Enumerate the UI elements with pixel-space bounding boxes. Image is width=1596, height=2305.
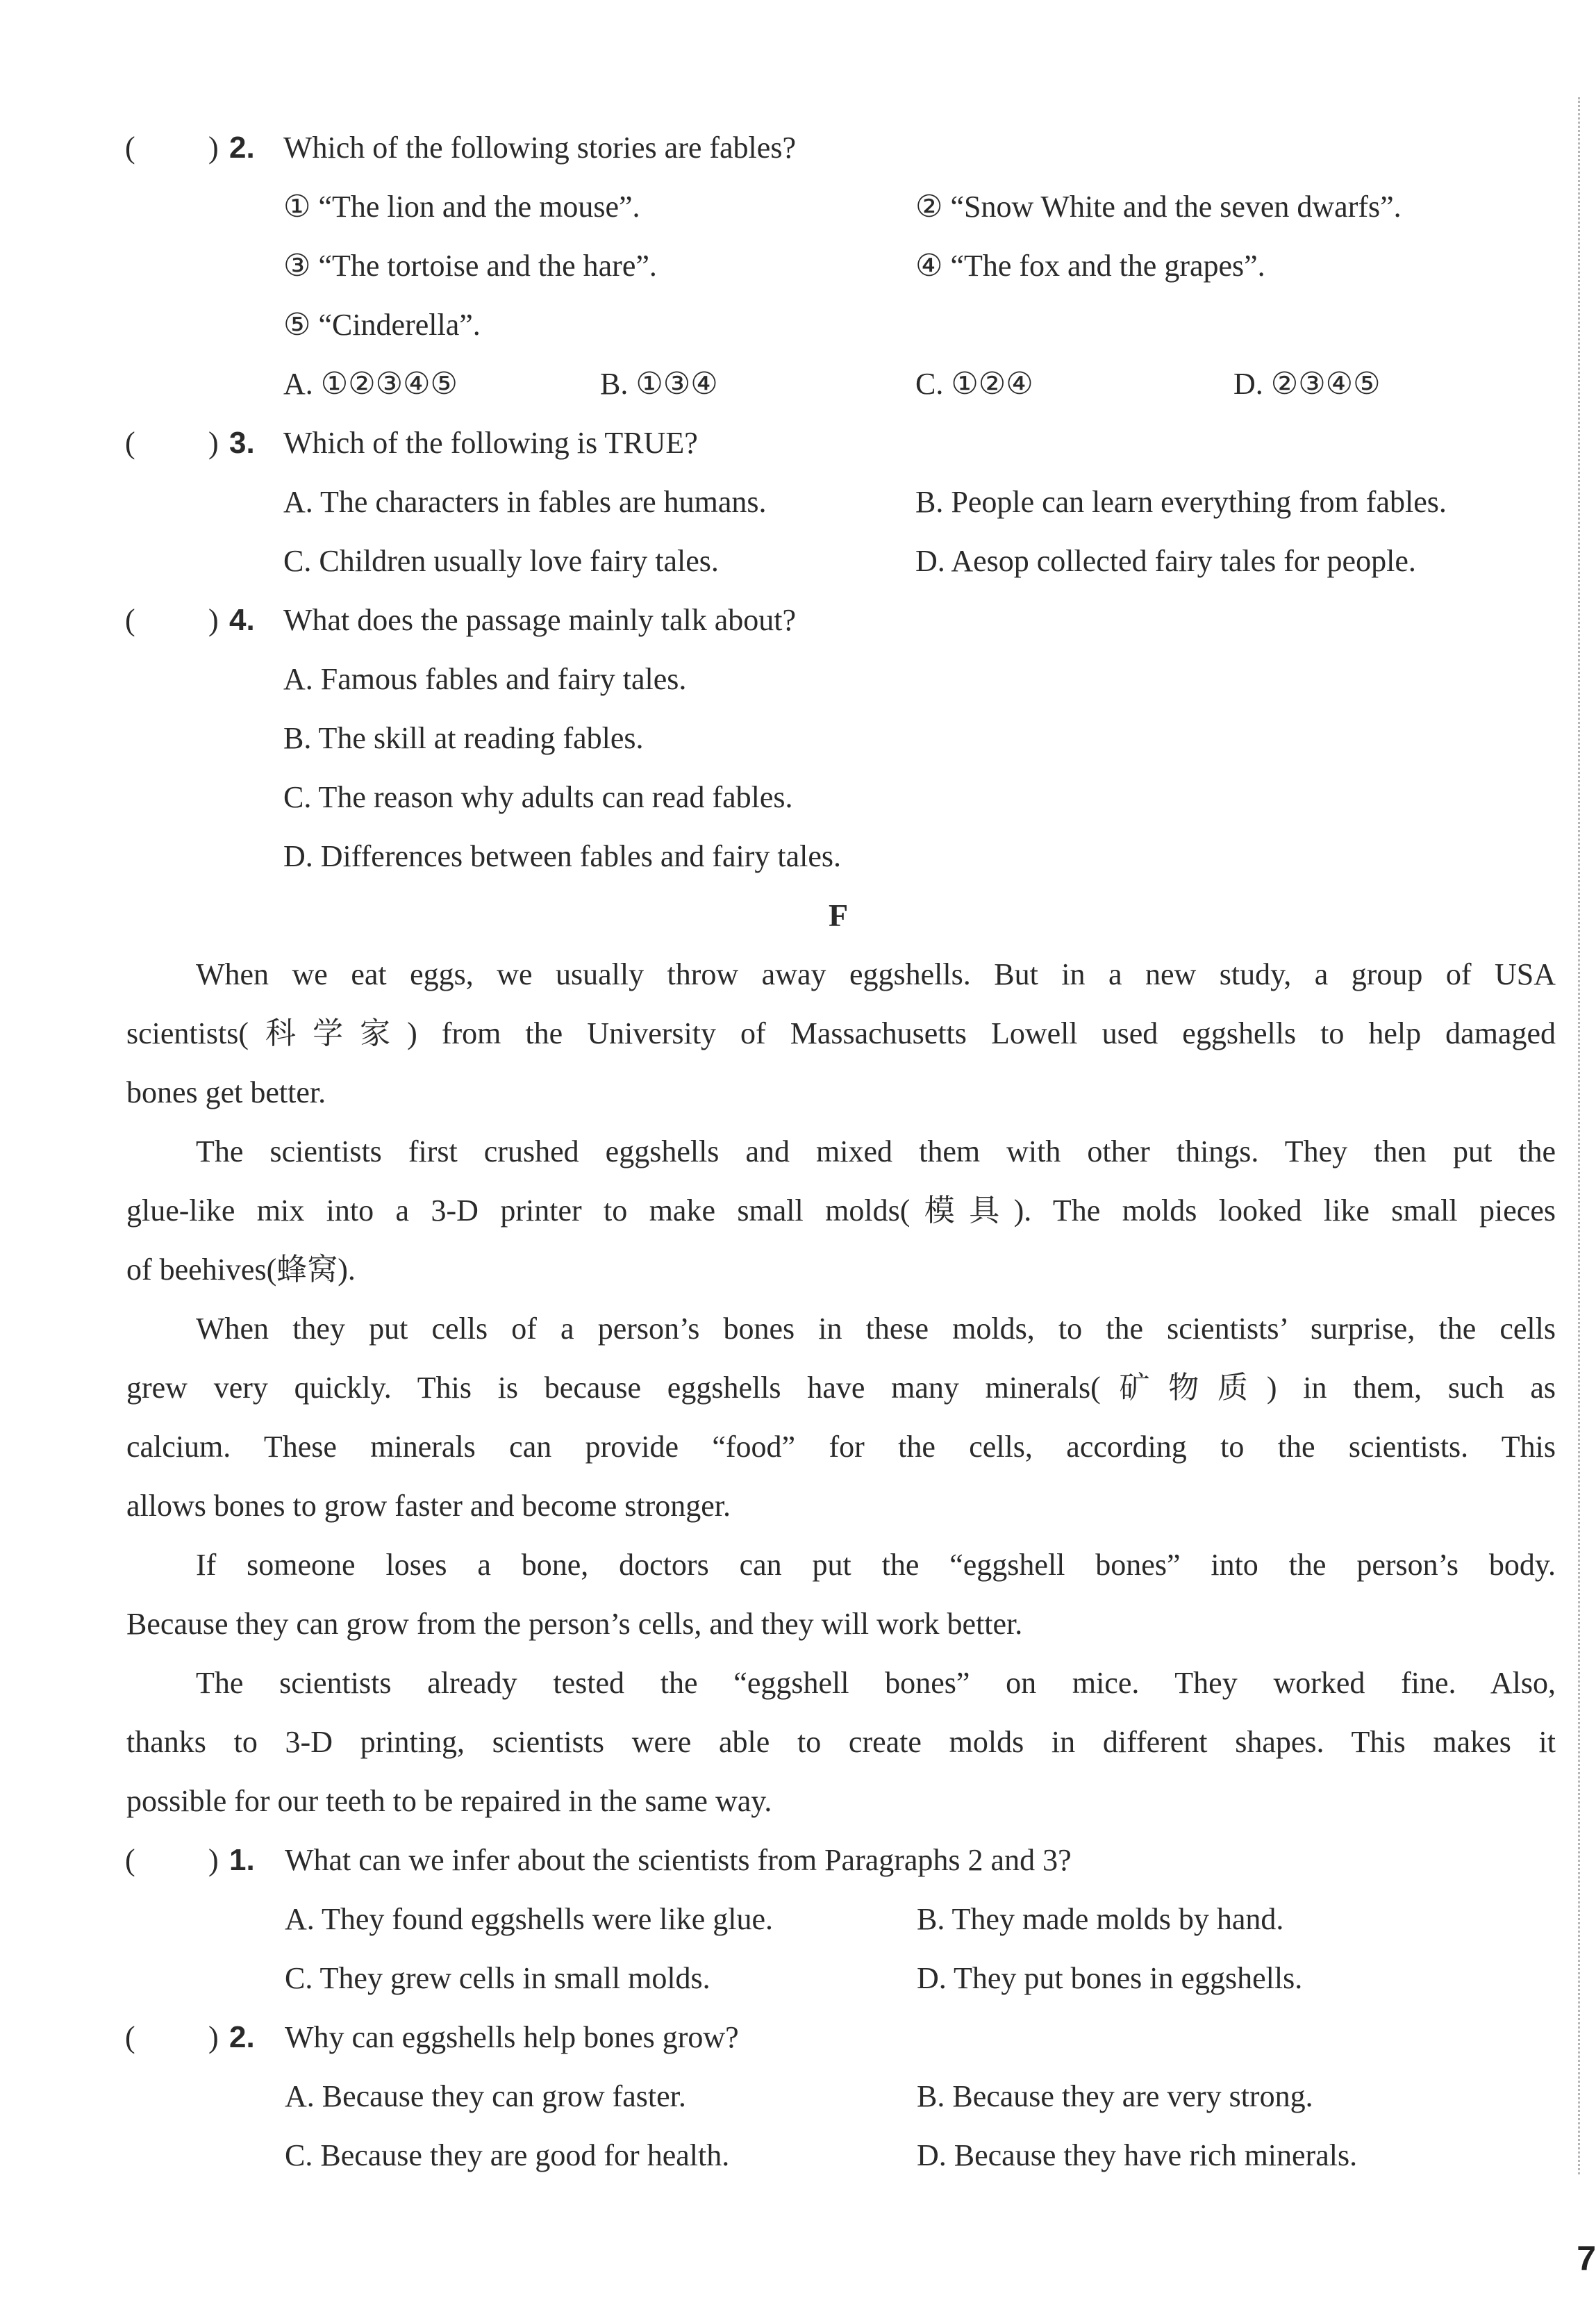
answer-option-d: D. Differences between fables and fairy tales. — [283, 839, 842, 873]
question-text: Which of the following is TRUE? — [283, 426, 698, 460]
question-number: 1. — [229, 1843, 255, 1877]
answer-option-d: D. They put bones in eggshells. — [917, 1961, 1303, 1995]
answer-option-b: B. They made molds by hand. — [917, 1902, 1284, 1936]
answer-option-a: A. The characters in fables are humans. — [283, 485, 767, 519]
passage-line: Because they can grow from the person’s cells, and they will work better. — [126, 1607, 1023, 1641]
answer-option-a: A. Because they can grow faster. — [285, 2079, 686, 2113]
answer-option-c: C. Children usually love fairy tales. — [283, 544, 719, 578]
passage-line: When we eat eggs, we usually throw away eggshells. But in a new study, a group of USA — [196, 957, 1556, 991]
question-text: Why can eggshells help bones grow? — [285, 2020, 739, 2054]
passage-line: When they put cells of a person’s bones in these molds, to the scientists’ surprise, the cells — [196, 1312, 1556, 1346]
answer-option-c: C. Because they are good for health. — [285, 2138, 730, 2172]
passage-line: of beehives(蜂窝). — [126, 1253, 356, 1287]
answer-option-d: D. Because they have rich minerals. — [917, 2138, 1358, 2172]
passage-line: thanks to 3-D printing, scientists were able to create molds in different shapes. This makes it — [126, 1725, 1556, 1759]
answer-blank-close: ) — [208, 2020, 219, 2054]
answer-option-d: D. ②③④⑤ — [1233, 367, 1381, 401]
answer-option-b: B. ①③④ — [600, 367, 718, 401]
answer-option-b: B. People can learn everything from fables. — [915, 485, 1447, 519]
story-item: ② “Snow White and the seven dwarfs”. — [915, 190, 1402, 224]
answer-option-a: A. ①②③④⑤ — [283, 367, 458, 401]
answer-option-d: D. Aesop collected fairy tales for people. — [915, 544, 1416, 578]
question-number: 2. — [229, 131, 255, 165]
answer-blank-close: ) — [208, 426, 219, 460]
passage-line: possible for our teeth to be repaired in the same way. — [126, 1784, 772, 1818]
page-number: 7 — [1577, 2239, 1596, 2278]
passage-line: glue-like mix into a 3-D printer to make small molds(模具). The molds looked like small pieces — [126, 1193, 1556, 1228]
answer-option-c: C. The reason why adults can read fables. — [283, 780, 793, 814]
answer-option-b: B. The skill at reading fables. — [283, 721, 644, 755]
passage-line: calcium. These minerals can provide “food” for the cells, according to the scientists. This — [126, 1430, 1556, 1464]
question-text: What does the passage mainly talk about? — [283, 603, 796, 637]
question-text: Which of the following stories are fables? — [283, 131, 796, 165]
question-number: 2. — [229, 2020, 255, 2054]
passage-line: If someone loses a bone, doctors can put the “eggshell bones” into the person’s body. — [196, 1548, 1556, 1582]
passage-line: The scientists first crushed eggshells and mixed them with other things. They then put the — [196, 1134, 1556, 1168]
story-item: ④ “The fox and the grapes”. — [915, 249, 1265, 283]
story-item: ⑤ “Cinderella”. — [283, 308, 481, 342]
answer-option-c: C. ①②④ — [915, 367, 1033, 401]
question-number: 4. — [229, 603, 255, 637]
story-item: ① “The lion and the mouse”. — [283, 190, 640, 224]
question-text: What can we infer about the scientists from Paragraphs 2 and 3? — [285, 1843, 1072, 1877]
answer-option-b: B. Because they are very strong. — [917, 2079, 1313, 2113]
answer-blank-open: ( — [125, 131, 135, 165]
answer-option-a: A. They found eggshells were like glue. — [285, 1902, 774, 1936]
question-number: 3. — [229, 426, 255, 460]
answer-option-a: A. Famous fables and fairy tales. — [283, 662, 687, 696]
answer-blank-open: ( — [125, 603, 135, 637]
answer-blank-close: ) — [208, 603, 219, 637]
answer-blank-close: ) — [208, 131, 219, 165]
story-item: ③ “The tortoise and the hare”. — [283, 249, 657, 283]
answer-blank-close: ) — [208, 1843, 219, 1877]
answer-blank-open: ( — [125, 1843, 135, 1877]
answer-blank-open: ( — [125, 2020, 135, 2054]
passage-line: bones get better. — [126, 1075, 326, 1109]
passage-line: allows bones to grow faster and become stronger. — [126, 1489, 731, 1523]
answer-blank-open: ( — [125, 426, 135, 460]
section-heading: F — [829, 898, 849, 933]
passage-line: The scientists already tested the “eggshell bones” on mice. They worked fine. Also, — [196, 1666, 1556, 1700]
margin-rule — [1578, 97, 1580, 2174]
passage-line: scientists(科学家) from the University of Massachusetts Lowell used eggshells to help damaged — [126, 1016, 1556, 1050]
answer-option-c: C. They grew cells in small molds. — [285, 1961, 710, 1995]
passage-line: grew very quickly. This is because eggshells have many minerals(矿物质) in them, such as — [126, 1371, 1556, 1405]
